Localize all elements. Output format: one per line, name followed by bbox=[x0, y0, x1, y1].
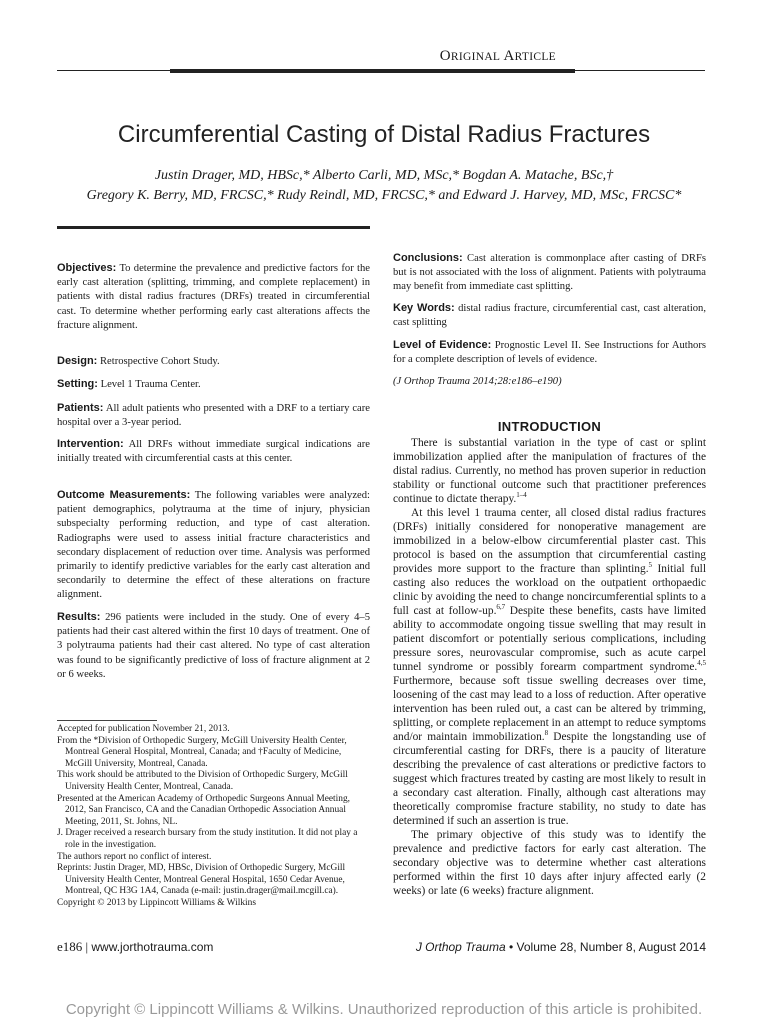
footnote-item: Presented at the American Academy of Orthopedic Surgeons Annual Meeting, 2012, San Francisco, CA and the Canadian Orthopedic Association Annual Meeting, 2011, St. Johns, NL. bbox=[57, 793, 350, 827]
conclusions-label: Conclusions: bbox=[393, 252, 463, 264]
keywords-text: distal radius fracture, circumferential cast, cast alteration, cast splitting bbox=[393, 303, 706, 329]
introduction-body bbox=[393, 436, 706, 898]
page-footer-right bbox=[416, 940, 706, 954]
objectives-label: Objectives: bbox=[57, 262, 117, 274]
footnote-rule bbox=[57, 720, 157, 721]
conclusions-text: Cast alteration is commonplace after casting of DRFs but is not associated with the loss of alignment. Patients with polytrauma may benefit from immediate cast splitting. bbox=[393, 253, 706, 293]
intro-paragraph-2 bbox=[393, 506, 706, 828]
article-title: Circumferential Casting of Distal Radius Fractures bbox=[117, 121, 651, 148]
intro-p2-text-c: Despite these benefits, casts have limited ability to accommodate ongoing tissue swelling that may result in patient discomfort or potentially serious complications, including pressure sores, neurovascular compromise, such as acute carpel tunnel syndrome or possibly forearm compartment syndrome. bbox=[393, 605, 706, 673]
intro-p2-text-d: Furthermore, because soft tissue swelling decreases over time, loosening of the cast may lead to a loss of reduction. After operative intervention has been ruled out, a cast can be altered by trimming, splitting, or complete replacement in an attempt to reduce symptoms and/or maintain immobilization. bbox=[393, 675, 706, 743]
footnote-item: Accepted for publication November 21, 2013. bbox=[57, 724, 230, 734]
abstract-outcome bbox=[57, 488, 370, 603]
journal-issue: Volume 28, Number 8, August 2014 bbox=[516, 940, 706, 954]
intro-paragraph-3: The primary objective of this study was to identify the prevalence and predictive factors for early cast alteration. The secondary objective was to determine whether cast alterations performed within the first 10 days after injury affected early (2 weeks) or late (6 weeks) fracture alignment. bbox=[393, 829, 706, 897]
journal-name: J Orthop Trauma bbox=[415, 940, 506, 954]
footnote-item: This work should be attributed to the Division of Orthopedic Surgery, McGill University Health Center, Montreal, Canada. bbox=[57, 770, 348, 792]
footer-separator: | bbox=[85, 939, 89, 954]
outcome-label: Outcome Measurements: bbox=[57, 489, 191, 501]
setting-label: Setting: bbox=[57, 378, 98, 390]
abstract-setting bbox=[57, 377, 370, 392]
reference-marker: 8 bbox=[544, 729, 549, 738]
intervention-text: All DRFs without immediate surgical indications are initially treated with circumferential casts at this center. bbox=[57, 439, 370, 465]
page-number: e186 bbox=[57, 939, 83, 954]
section-label-rest-2: RTICLE bbox=[514, 51, 556, 63]
objectives-text: To determine the prevalence and predictive factors for the early cast alteration (splitting, trimming, and complete replacement) in patients with distal radius fractures (DRFs) treated in circumferential cast. To determine whether performing early cast alterations affects the fracture alignment. bbox=[57, 263, 370, 331]
author-line-2: Gregory K. Berry, MD, FRCSC,* Rudy Reindl, MD, FRCSC,* and Edward J. Harvey, MD, MSc, FRCSC* bbox=[86, 188, 682, 203]
reference-marker: 5 bbox=[648, 561, 653, 570]
design-text: Retrospective Cohort Study. bbox=[97, 356, 220, 367]
abstract-results bbox=[57, 610, 370, 682]
intro-p2-text-b: Initial full casting also reduces the workload on the outpatient orthopaedic clinic by avoiding the need to change noncircumferential splints to a full cast at follow-up. bbox=[393, 563, 706, 617]
keywords-label: Key Words: bbox=[393, 302, 455, 314]
abstract-objectives bbox=[57, 261, 370, 333]
abstract-keywords bbox=[393, 301, 706, 330]
intro-p2-text-e: Despite the longstanding use of circumferential casting for DRFs, there is a paucity of literature describing the prevalence of cast alterations or predictive factors to suggest which fractures treated by casting are most likely to result in a secondary cast alteration. Finally, although cast alterations may theoretically compromise fracture stability, no study to date has determined if such an assertion is true. bbox=[393, 731, 706, 827]
intervention-label: Intervention: bbox=[57, 438, 124, 450]
section-label-cap-2: A bbox=[503, 48, 515, 64]
header-rule-thick bbox=[170, 69, 575, 73]
patients-text: All adult patients who presented with a DRF to a tertiary care hospital over a 3-year period. bbox=[57, 403, 370, 429]
section-label-cap-1: O bbox=[439, 48, 451, 64]
section-label bbox=[440, 48, 556, 65]
abstract-evidence bbox=[393, 338, 706, 367]
patients-label: Patients: bbox=[57, 402, 104, 414]
introduction-heading: INTRODUCTION bbox=[497, 419, 602, 434]
results-label: Results: bbox=[57, 611, 101, 623]
evidence-text: Prognostic Level II. See Instructions for Authors for a complete description of levels of evidence. bbox=[393, 340, 706, 366]
outcome-text: The following variables were analyzed: patient demographics, polytrauma at the time of injury, physician subspecialty performing reduction, and type of cast alteration. Radiographs were used to assess initial fracture characteristics and secondary displacement of reduction over time. Analysis was performed primarily to identify predictive variables for the early cast alteration and secondarily to determine the effect of these alterations on fracture alignment. bbox=[57, 490, 370, 601]
footnotes bbox=[57, 724, 370, 910]
abstract-patients bbox=[57, 401, 370, 430]
footnote-item: J. Drager received a research bursary from the study institution. It did not play a role in the investigation. bbox=[57, 828, 358, 850]
abstract-intervention bbox=[57, 437, 370, 466]
reference-marker: 1–4 bbox=[516, 491, 527, 500]
abstract-design bbox=[57, 354, 370, 369]
setting-text: Level 1 Trauma Center. bbox=[97, 379, 201, 390]
footnote-item: From the *Division of Orthopedic Surgery, McGill University Health Center, Montreal General Hospital, Montreal, Canada; and †Faculty of Medicine, McGill University, Montreal, Canada. bbox=[57, 735, 347, 769]
footnote-item: Copyright © 2013 by Lippincott Williams & Wilkins bbox=[57, 897, 256, 908]
footer-bullet: • bbox=[508, 940, 514, 954]
design-label: Design: bbox=[57, 355, 98, 367]
author-list bbox=[0, 166, 768, 206]
reference-marker: 6,7 bbox=[496, 603, 506, 612]
reference-marker: 4,5 bbox=[697, 659, 706, 668]
evidence-label: Level of Evidence: bbox=[393, 339, 492, 351]
section-label-rest-1: RIGINAL bbox=[450, 51, 501, 63]
journal-url-link[interactable]: www.jorthotrauma.com bbox=[91, 940, 214, 954]
footnote-item: Reprints: Justin Drager, MD, HBSc, Division of Orthopedic Surgery, McGill University Health Center, Montreal General Hospital, 1650 Cedar Avenue, Montreal, QC H3G 1A4, Canada (e-mail: justin.drager@mail.mcgill.ca). bbox=[57, 863, 346, 897]
intro-paragraph-1 bbox=[393, 436, 706, 506]
author-line-1: Justin Drager, MD, HBSc,* Alberto Carli, MD, MSc,* Bogdan A. Matache, BSc,† bbox=[154, 168, 614, 183]
abstract-rule bbox=[57, 226, 370, 229]
page-footer-left bbox=[57, 939, 213, 955]
citation: (J Orthop Trauma 2014;28:e186–e190) bbox=[393, 376, 562, 387]
footnote-item: The authors report no conflict of interest. bbox=[57, 851, 212, 862]
intro-p2-text-a: At this level 1 trauma center, all closed distal radius fractures (DRFs) initially considered for nonoperative management are immobilized in a below-elbow circumferential plaster cast. This protocol is based on the assumption that circumferential casting provides more support to the fracture than splinting. bbox=[393, 507, 706, 575]
copyright-notice: Copyright © Lippincott Williams & Wilkins. Unauthorized reproduction of this article is prohibited. bbox=[65, 1001, 703, 1018]
abstract-conclusions bbox=[393, 251, 706, 295]
results-text: 296 patients were included in the study. One of every 4–5 patients had their cast altered within the first 10 days of treatment. One of 3 polytrauma patients had their cast altered. No type of cast alteration was found to be significantly predictive of loss of fracture alignment at 2 or 6 weeks. bbox=[57, 612, 370, 680]
intro-p1-text: There is substantial variation in the type of cast or splint immobilization applied after the manipulation of fractures of the distal radius. Currently, no method has proven superior in reduction stability or functional outcome such that practitioner preferences continue to dictate therapy. bbox=[393, 437, 706, 505]
